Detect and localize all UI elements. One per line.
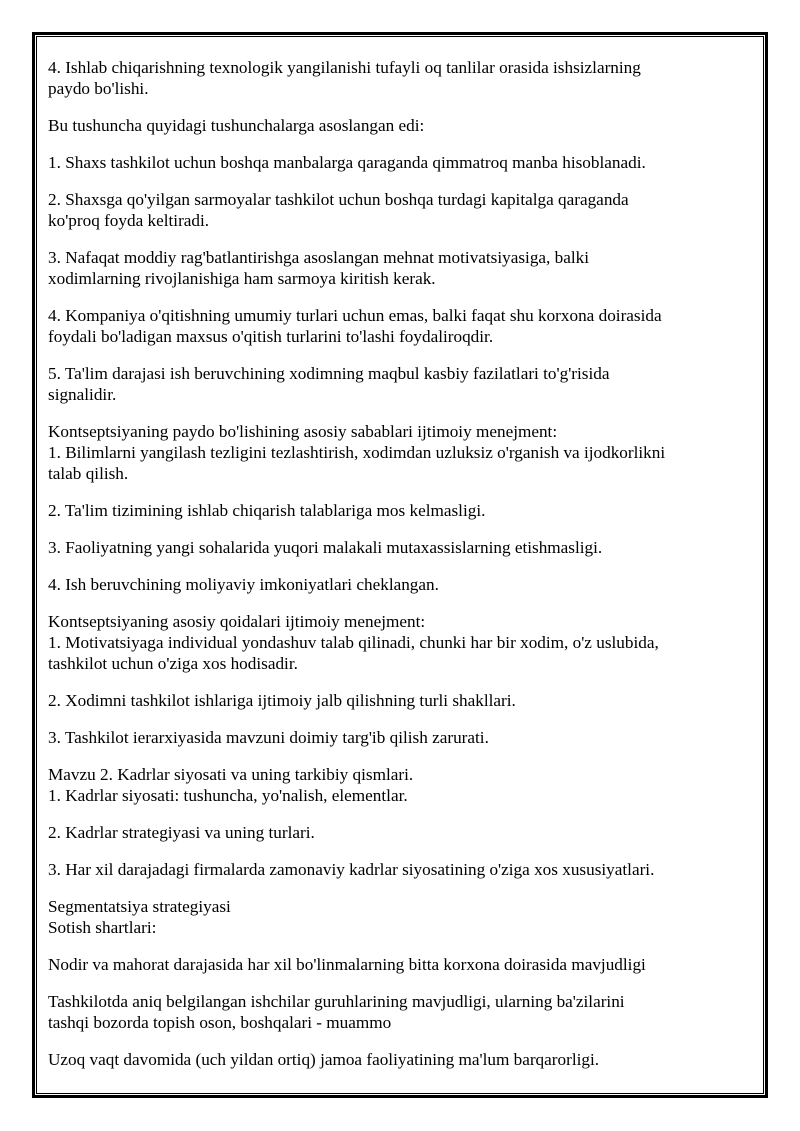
document-body <box>48 57 753 1086</box>
text-line: 1. Bilimlarni yangilash tezligini tezlashtirish, xodimdan uzluksiz o'rganish va ijodkorlikni <box>48 443 666 462</box>
text-line: 2. Kadrlar strategiyasi va uning turlari. <box>48 823 315 842</box>
text-line: 5. Ta'lim darajasi ish beruvchining xodimning maqbul kasbiy fazilatlari to'g'risida <box>48 364 610 383</box>
text-line: Uzoq vaqt davomida (uch yildan ortiq) jamoa faoliyatining ma'lum barqarorligi. <box>48 1050 600 1069</box>
text-line: 2. Ta'lim tizimining ishlab chiqarish talablariga mos kelmasligi. <box>48 501 486 520</box>
text-line: talab qilish. <box>48 464 129 483</box>
text-line: paydo bo'lishi. <box>48 79 149 98</box>
paragraph <box>48 500 753 521</box>
text-line: 2. Shaxsga qo'yilgan sarmoyalar tashkilot uchun boshqa turdagi kapitalga qaraganda <box>48 190 629 209</box>
text-line: Bu tushuncha quyidagi tushunchalarga asoslangan edi: <box>48 116 425 135</box>
text-line: 3. Tashkilot ierarxiyasida mavzuni doimiy targ'ib qilish zarurati. <box>48 728 489 747</box>
text-line: tashqi bozorda topish oson, boshqalari - muammo <box>48 1013 392 1032</box>
paragraph <box>48 611 753 674</box>
text-line: 3. Nafaqat moddiy rag'batlantirishga asoslangan mehnat motivatsiyasiga, balki <box>48 248 590 267</box>
paragraph <box>48 537 753 558</box>
paragraph <box>48 1049 753 1070</box>
paragraph <box>48 247 753 289</box>
paragraph <box>48 822 753 843</box>
paragraph <box>48 764 753 806</box>
text-line: Kontseptsiyaning asosiy qoidalari ijtimoiy menejment: <box>48 612 426 631</box>
text-line: 2. Xodimni tashkilot ishlariga ijtimoiy jalb qilishning turli shakllari. <box>48 691 516 710</box>
paragraph <box>48 690 753 711</box>
text-line: Nodir va mahorat darajasida har xil bo'linmalarning bitta korxona doirasida mavjudligi <box>48 955 646 974</box>
text-line: Sotish shartlari: <box>48 918 157 937</box>
paragraph <box>48 896 753 938</box>
text-line: ko'proq foyda keltiradi. <box>48 211 210 230</box>
text-line: signalidir. <box>48 385 117 404</box>
text-line: xodimlarning rivojlanishiga ham sarmoya kiritish kerak. <box>48 269 436 288</box>
text-line: Mavzu 2. Kadrlar siyosati va uning tarkibiy qismlari. <box>48 765 414 784</box>
paragraph <box>48 57 753 99</box>
text-line: foydali bo'ladigan maxsus o'qitish turlarini to'lashi foydaliroqdir. <box>48 327 494 346</box>
paragraph <box>48 574 753 595</box>
paragraph <box>48 859 753 880</box>
text-line: 3. Har xil darajadagi firmalarda zamonaviy kadrlar siyosatining o'ziga xos xususiyatlari. <box>48 860 655 879</box>
text-line: 1. Kadrlar siyosati: tushuncha, yo'nalish, elementlar. <box>48 786 408 805</box>
text-line: 4. Kompaniya o'qitishning umumiy turlari uchun emas, balki faqat shu korxona doirasida <box>48 306 662 325</box>
paragraph <box>48 991 753 1033</box>
paragraph <box>48 115 753 136</box>
text-line: 4. Ishlab chiqarishning texnologik yangilanishi tufayli oq tanlilar orasida ishsizlarning <box>48 58 641 77</box>
paragraph <box>48 305 753 347</box>
paragraph <box>48 421 753 484</box>
text-line: 1. Shaxs tashkilot uchun boshqa manbalarga qaraganda qimmatroq manba hisoblanadi. <box>48 153 646 172</box>
text-line: 3. Faoliyatning yangi sohalarida yuqori malakali mutaxassislarning etishmasligi. <box>48 538 603 557</box>
paragraph <box>48 152 753 173</box>
paragraph <box>48 954 753 975</box>
paragraph <box>48 189 753 231</box>
text-line: 4. Ish beruvchining moliyaviy imkoniyatlari cheklangan. <box>48 575 439 594</box>
text-line: 1. Motivatsiyaga individual yondashuv talab qilinadi, chunki har bir xodim, o'z uslubida, <box>48 633 659 652</box>
paragraph <box>48 363 753 405</box>
text-line: Tashkilotda aniq belgilangan ishchilar guruhlarining mavjudligi, ularning ba'zilarini <box>48 992 625 1011</box>
text-line: tashkilot uchun o'ziga xos hodisadir. <box>48 654 298 673</box>
text-line: Segmentatsiya strategiyasi <box>48 897 231 916</box>
text-line: Kontseptsiyaning paydo bo'lishining asosiy sabablari ijtimoiy menejment: <box>48 422 558 441</box>
paragraph <box>48 727 753 748</box>
